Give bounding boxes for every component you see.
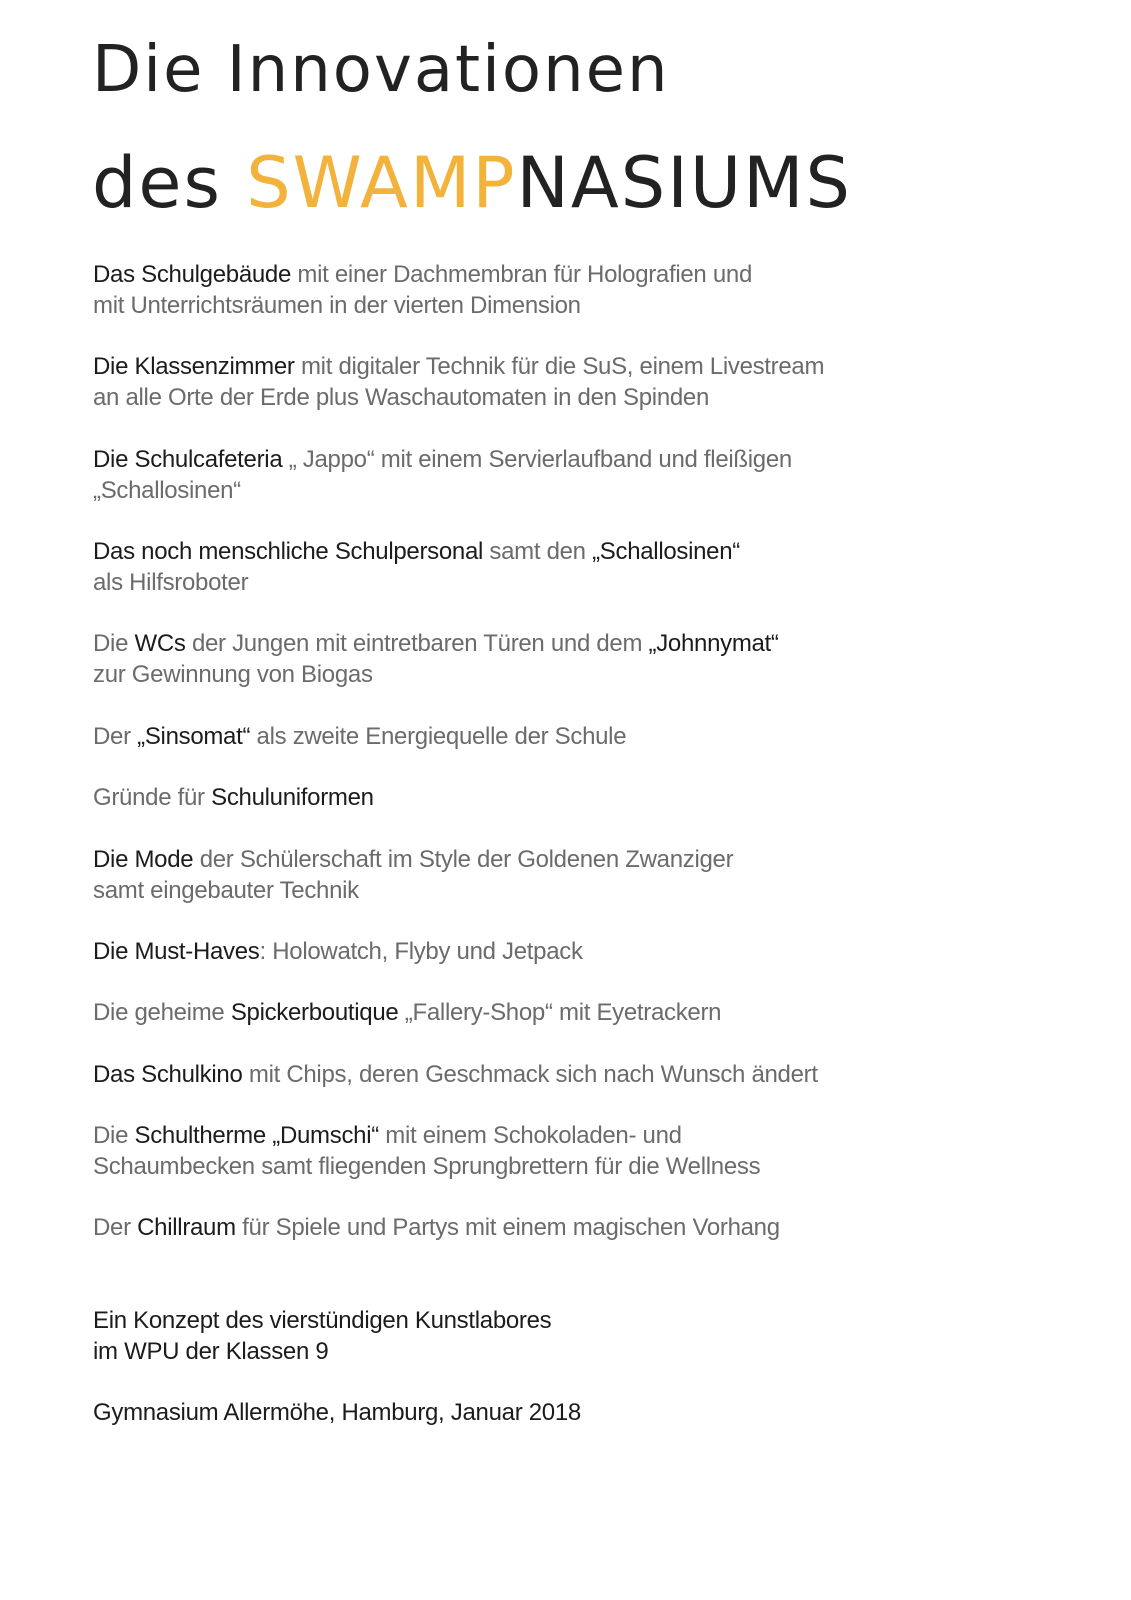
innovation-item [93,536,993,598]
highlight-text: Die Schulcafeteria [93,446,283,473]
innovation-line [93,1151,993,1182]
innovation-item [93,721,993,752]
body-text: : Holowatch, Flyby und Jetpack [259,938,583,965]
innovation-item [93,844,993,906]
innovation-item [93,997,993,1028]
innovation-line [93,1212,993,1243]
concept-line-1: Ein Konzept des vierstündigen Kunstlabores [93,1307,552,1334]
concept-line-2: im WPU der Klassen 9 [93,1338,329,1365]
body-text: für Spiele und Partys mit einem magischen Vorhang [235,1214,780,1241]
innovation-line [93,936,993,967]
highlight-text: Die Must-Haves [93,938,260,965]
highlight-text: „Johnnymat“ [648,630,779,657]
highlight-text: Die Klassenzimmer [93,353,295,380]
highlight-text: Spickerboutique [230,999,399,1026]
innovation-line [93,290,993,321]
innovation-item [93,351,993,413]
innovation-line [93,536,993,567]
body-text: mit Chips, deren Geschmack sich nach Wunsch ändert [242,1061,818,1088]
innovation-item [93,782,993,813]
highlight-text: Das noch menschliche Schulpersonal [93,538,484,565]
innovation-item [93,936,993,967]
title-suffix: NASIUMS [516,142,852,224]
innovation-line [93,382,993,413]
innovation-item [93,1120,993,1182]
innovation-line [93,659,993,690]
innovation-line [93,844,993,875]
body-text: an alle Orte der Erde plus Waschautomaten in den Spinden [93,384,710,411]
innovation-line [93,721,993,752]
body-text: Die geheime [93,999,231,1026]
highlight-text: Die Mode [93,846,194,873]
body-text: als zweite Energiequelle der Schule [250,723,627,750]
body-text: Der [93,1214,138,1241]
innovation-line [93,875,993,906]
body-text: mit digitaler Technik für die SuS, einem Livestream [294,353,825,380]
highlight-text: „Sinsomat“ [137,723,251,750]
innovation-line [93,259,993,290]
highlight-text: Chillraum [137,1214,236,1241]
body-text: der Jungen mit eintretbaren Türen und dem [185,630,649,657]
body-text: als Hilfsroboter [93,569,249,596]
highlight-text: Schultherme „Dumschi“ [134,1122,379,1149]
innovation-item [93,628,993,690]
body-text: samt den [483,538,593,565]
body-text: Die [93,1122,135,1149]
body-text: Die [93,630,135,657]
body-text: mit einer Dachmembran für Holografien und [291,261,752,288]
highlight-text: WCs [134,630,186,657]
innovation-item [93,1059,993,1090]
body-text: „Schallosinen“ [93,477,241,504]
title-accent-swamp: SWAMP [246,142,517,224]
body-text: „Fallery-Shop“ mit Eyetrackern [398,999,722,1026]
place-date: Gymnasium Allermöhe, Hamburg, Januar 2018 [93,1399,581,1426]
innovation-line [93,567,993,598]
title-line-1: Die Innovationen [92,33,670,107]
innovation-line [93,444,993,475]
title-prefix: des [92,142,247,224]
innovation-item [93,444,993,506]
body-text: Schaumbecken samt fliegenden Sprungbrettern für die Wellness [93,1153,761,1180]
body-text: samt eingebauter Technik [93,877,359,904]
innovation-line [93,997,993,1028]
title-line-2 [92,142,852,224]
innovation-line [93,1059,993,1090]
highlight-text: Das Schulkino [93,1061,243,1088]
highlight-text: „Schallosinen“ [592,538,740,565]
body-text: Der [93,723,138,750]
body-text: mit einem Schokoladen- und [378,1122,682,1149]
body-text: Gründe für [93,784,212,811]
innovation-item [93,1212,993,1243]
innovation-line [93,628,993,659]
body-text: zur Gewinnung von Biogas [93,661,373,688]
concept-note [93,1305,551,1367]
body-text: mit Unterrichtsräumen in der vierten Dimension [93,292,581,319]
innovation-item [93,259,993,321]
highlight-text: Das Schulgebäude [93,261,292,288]
innovation-line [93,1120,993,1151]
innovation-line [93,782,993,813]
body-text: „ Jappo“ mit einem Servierlaufband und fleißigen [282,446,792,473]
innovation-line [93,475,993,506]
highlight-text: Schuluniformen [211,784,374,811]
body-text: der Schülerschaft im Style der Goldenen Zwanziger [193,846,734,873]
innovation-line [93,351,993,382]
